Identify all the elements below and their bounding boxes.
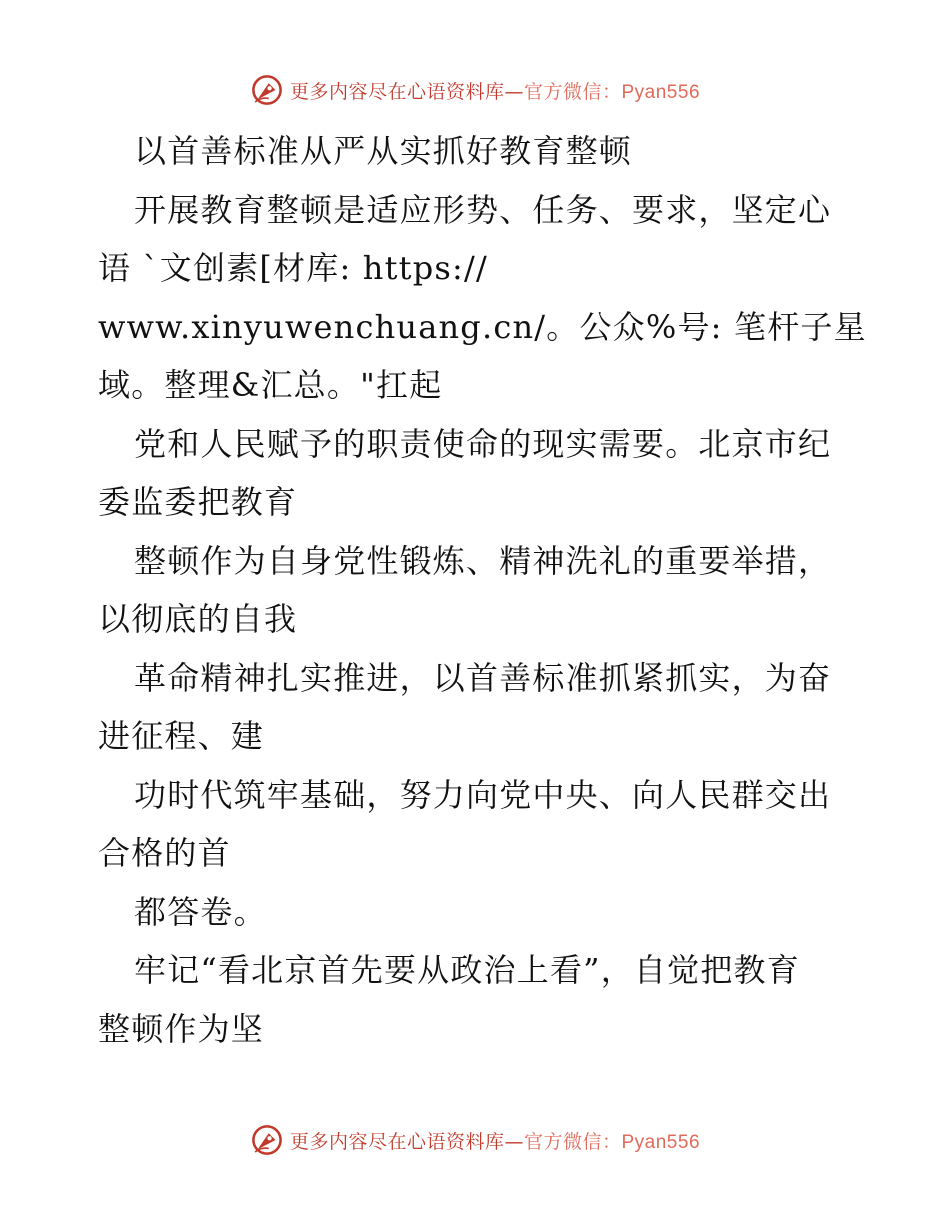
footer-banner-text — [290, 1127, 700, 1154]
header-banner-separator: — — [504, 80, 524, 103]
footer-banner-title: 更多内容尽在心语资料库 — [289, 1130, 505, 1153]
text-line: www.xinyuwenchuang.cn/。公众%号: 笔杆子星 — [98, 307, 867, 346]
text-line: 革命精神扎实推进，以首善标准抓紧抓实，为奋 — [134, 658, 832, 697]
pen-nib-logo-icon — [250, 1123, 284, 1157]
header-banner-text — [290, 77, 700, 104]
pen-nib-logo-icon — [250, 73, 284, 107]
text-line: 都答卷。 — [134, 892, 267, 931]
text-line: 合格的首 — [98, 834, 231, 872]
header-banner-title: 更多内容尽在心语资料库 — [289, 80, 505, 103]
text-line: 整顿作为坚 — [98, 1009, 265, 1048]
text-line: 以首善标准从严从实抓好教育整顿 — [134, 132, 633, 170]
document-body — [98, 122, 867, 1058]
text-line: 党和人民赋予的职责使命的现实需要。北京市纪 — [134, 424, 832, 463]
text-line: 以彻底的自我 — [98, 600, 298, 638]
text-line: 语 `文创素[材库: https:// — [98, 249, 488, 287]
text-line: 整顿作为自身党性锻炼、精神洗礼的重要举措， — [134, 541, 832, 580]
text-line: 功时代筑牢基础，努力向党中央、向人民群交出 — [134, 775, 832, 814]
header-banner — [0, 70, 950, 110]
text-line: 牢记“看北京首先要从政治上看”，自觉把教育 — [134, 951, 800, 989]
text-line: 开展教育整顿是适应形势、任务、要求，坚定心 — [134, 190, 832, 229]
text-line: 委监委把教育 — [98, 483, 298, 521]
footer-banner — [0, 1120, 950, 1160]
header-banner-wechat: 官方微信：Pyan556 — [524, 81, 701, 103]
text-line: 域。整理&汇总。"扛起 — [98, 366, 443, 404]
footer-banner-separator: — — [504, 1130, 524, 1153]
footer-banner-wechat: 官方微信：Pyan556 — [524, 1131, 701, 1153]
text-line: 进征程、建 — [98, 717, 265, 755]
